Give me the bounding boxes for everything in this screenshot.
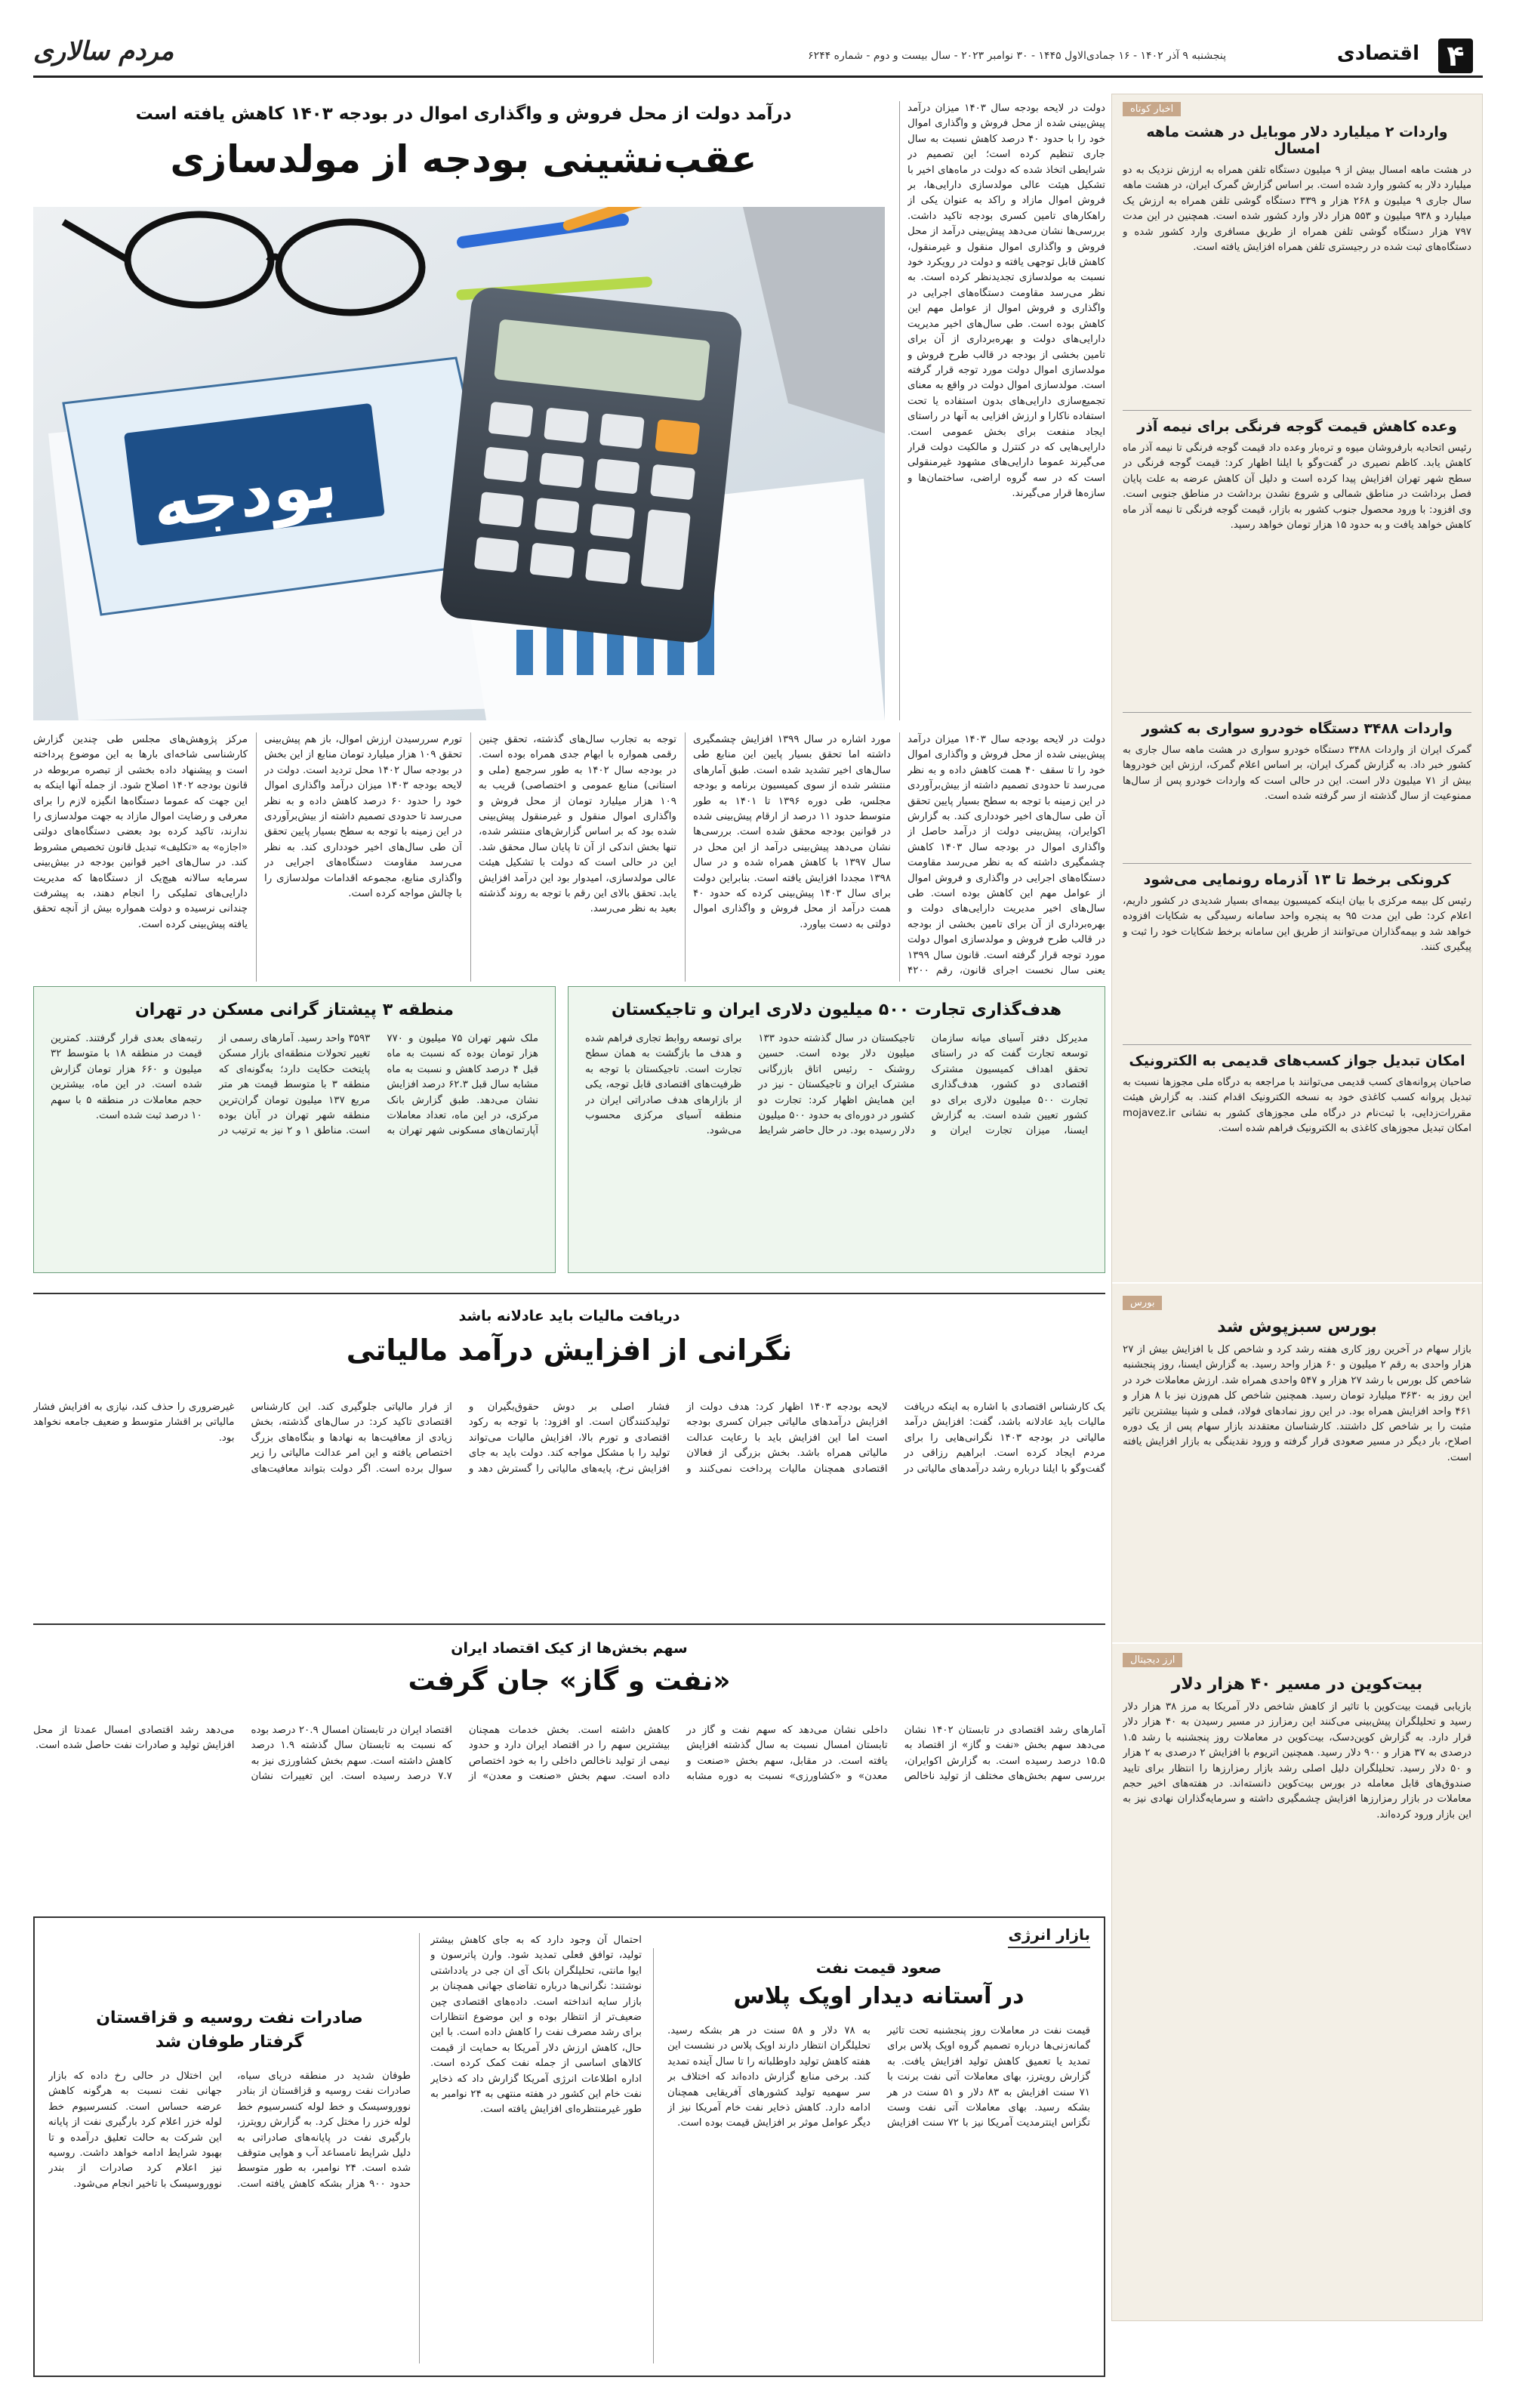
- paper-logo: مردم سالاری: [33, 36, 174, 66]
- news-body: گمرک ایران از واردات ۳۴۸۸ دستگاه خودرو سواری در هشت ماهه سال جاری به کشور خبر داد. به گزارش گمرک ایران، بر اساس اعلام گمرک، ارزش این خودروها بیش از ۷۱ میلیون دلار است. این در حالی است که واردات خودرو پس از سال‌ها ممنوعیت از سال گذشته از سر گرفته شده است.: [1123, 745, 1471, 803]
- news-item: [1123, 713, 1471, 864]
- masthead: [33, 30, 1483, 76]
- main-col-c: توجه به تجارب سال‌های گذشته، تحقق چنین رقمی همواره با ابهام جدی همراه بوده است. در بودجه سال ۱۴۰۲ به طور سرجمع (ملی و استانی) منابع عمومی و اختصاصی) قریب به ۱۰۹ هزار میلیارد تومان از محل فروش و واگذاری اموال منقول و غیرمنقول پیش‌بینی شده بود که بر اساس گزارش‌های منتشر شده، تنها بخش اندکی از آن تا پایان سال محقق شد. این در حالی است که دولت با تشکیل هیئت عالی مولدسازی، امیدوار بود این درآمد افزایش یابد. تحقق بالای این رقم با توجه به روند گذشته بعید به نظر می‌رسد.: [479, 734, 676, 915]
- section-badge: [1428, 36, 1483, 76]
- main-col-b: مورد اشاره در سال ۱۳۹۹ افزایش چشمگیری داشته اما تحقق بسیار پایین این منابع طی سال‌های اخیر تشدید شده است. طبق آمارهای منتشر شده از سوی کمیسیون برنامه و بودجه مجلس، طی دوره ۱۳۹۶ تا ۱۴۰۱ به طور متوسط حدود ۱۱ درصد از ارقام پیش‌بینی شده در قوانین بودجه محقق شده است. بررسی‌ها نشان می‌دهد پیش‌بینی درآمد از این محل در سال ۱۳۹۷ با کاهش همراه شده و در سال ۱۳۹۸ مجددا افزایش یافته است. بنابراین دولت برای سال ۱۴۰۳ پیش‌بینی کرده که حدود ۴۰ همت درآمد از محل فروش و واگذاری اموال دولتی به دست بیاورد.: [693, 734, 891, 930]
- budget-photo: [33, 207, 885, 720]
- news-body: صاحبان پروانه‌های کسب قدیمی می‌توانند با مراجعه به درگاه ملی مجوزها نسبت به تبدیل پروانه کسب کاغذی خود به نسخه الکترونیک اقدام کنند. به گزارش هیئت مقررات‌زدایی، با ثبت‌نام در درگاه ملی مجوزهای کشور به نشانی mojavez.ir امکان تبدیل مجوزهای کاغذی به الکترونیک فراهم شده است.: [1123, 1077, 1471, 1135]
- bourse-item: [1123, 1310, 1471, 1635]
- energy-body-3: طوفان شدید در منطقه دریای سیاه، صادرات نفت روسیه و قزاقستان از بنادر نووروسیسک و خط لوله کنسرسیوم خط لوله خزر را مختل کرد. به گزارش رویترز، بارگیری نفت در پایانه‌های صادراتی به دلیل شرایط نامساعد آب و هوایی متوقف شده است. ۲۴ نوامبر، به طور متوسط حدود ۹۰۰ هزار بشکه کاهش یافته است. این اختلال در حالی رخ داده که بازار جهانی نفت نسبت به هرگونه کاهش عرضه حساس است. کنسرسیوم خط لوله خزر اعلام کرد بارگیری نفت از پایانه این شرکت به حالت تعلیق درآمده و تا بهبود شرایط ادامه خواهد داشت. روسیه نیز اعلام کرد صادرات از بندر نووروسیسک با تاخیر انجام می‌شود.: [48, 2070, 411, 2190]
- image-folder-label: بودجه: [148, 446, 341, 544]
- energy-body-1: قیمت نفت در معاملات روز پنجشنبه تحت تاثیر گمانه‌زنی‌ها درباره تصمیم گروه اوپک پلاس برای تمدید یا تعمیق کاهش تولید افزایش یافت. به گزارش رویترز، بهای معاملات آتی نفت برنت با ۷۱ سنت افزایش به ۸۳ دلار و ۵۱ سنت در هر بشکه رسید. بهای معاملات آتی نفت وست تگزاس اینترمدیت آمریکا نیز با ۷۲ سنت افزایش به ۷۸ دلار و ۵۸ سنت در هر بشکه رسید. تحلیلگران انتظار دارند اوپک پلاس در نشست این هفته کاهش تولید داوطلبانه را تا سال آینده تمدید کند. برخی منابع گزارش داده‌اند که اختلاف بر سر سهمیه تولید کشورهای آفریقایی همچنان ادامه دارد. کاهش ذخایر نفت خام آمریکا نیز از دیگر عوامل موثر بر افزایش قیمت بوده است.: [667, 2025, 1090, 2129]
- energy-h1-kicker: صعود قیمت نفت: [815, 1959, 942, 1977]
- energy-h1: در آستانه دیدار اوپک پلاس: [733, 1983, 1025, 2009]
- energy-h2: صادرات نفت روسیه و قزاقستان: [96, 2009, 363, 2027]
- main-col-e: مرکز پژوهش‌های مجلس طی چندین گزارش کارشناسی شاخه‌ای بارها به این موضوع پرداخته است و پیشنهاد داده بخشی از تبصره مربوطه در قانون بودجه ۱۴۰۲ اصلاح شود. از جمله آنها اینکه به این جهت که عموما دستگاه‌ها انگیزه لازم را برای معرفی و رضایت اموال مازاد به جهت مولدسازی را ندارند، تاکید کرده بود بعضی دستگاه‌های دولتی «اجازه» به «تکلیف» تبدیل قانون تخصیص مشروط کند. در سال‌های اخیر قوانین بودجه در بیش‌بینی سرمایه سالانه هیچ‌یک از دستگاه‌ها که مدیریت دارایی‌های تملیکی را انجام دهند، به پیشرفت چندانی نرسیده و دولت همواره بیش از آنچه تحقق یافته پیش‌بینی کرده است.: [33, 734, 248, 930]
- page-number: ۴: [1438, 39, 1473, 73]
- news-item: [1123, 864, 1471, 1045]
- news-item: [1123, 1045, 1471, 1272]
- oil-body: آمارهای رشد اقتصادی در تابستان ۱۴۰۲ نشان می‌دهد سهم بخش «نفت و گاز» از اقتصاد به ۱۵.۵ درصد رسیده است. به گزارش اکوایران، بررسی سهم بخش‌های مختلف از تولید ناخالص داخلی نشان می‌دهد که سهم نفت و گاز در تابستان امسال نسبت به سال گذشته افزایش یافته است. در مقابل، سهم بخش «صنعت و معدن» و «کشاورزی» نسبت به دوره مشابه کاهش داشته است. بخش خدمات همچنان بیشترین سهم را در اقتصاد ایران دارد و حدود نیمی از تولید ناخالص داخلی را به خود اختصاص داده است. سهم بخش «صنعت و معدن» از اقتصاد ایران در تابستان امسال ۲۰.۹ درصد بوده که نسبت به تابستان سال گذشته ۱.۹ درصد کاهش داشته است. سهم بخش کشاورزی نیز به ۷.۷ درصد رسیده است. این تغییرات نشان می‌دهد رشد اقتصادی امسال عمدتا از محل افزایش تولید و صادرات نفت حاصل شده است.: [33, 1725, 1105, 1783]
- oil-story: [33, 1623, 1105, 1910]
- main-kicker: درآمد دولت از محل فروش و واگذاری اموال در بودجه ۱۴۰۳ کاهش یافته است: [135, 104, 792, 124]
- tax-body: یک کارشناس اقتصادی با اشاره به اینکه دریافت مالیات باید عادلانه باشد، گفت: افزایش درآمد مالیاتی در بودجه ۱۴۰۳ نگرانی‌هایی را برای مردم ایجاد کرده است. ابراهیم رزاقی در گفت‌وگو با ایلنا درباره رشد درآمدهای مالیاتی در لایحه بودجه ۱۴۰۳ اظهار کرد: هدف دولت از افزایش درآمدهای مالیاتی جبران کسری بودجه است اما این افزایش باید با رعایت عدالت مالیاتی همراه باشد. بخش بزرگی از فعالان اقتصادی همچنان مالیات پرداخت نمی‌کنند و فشار اصلی بر دوش حقوق‌بگیران و تولیدکنندگان است. او افزود: با توجه به رکود اقتصادی و تورم بالا، افزایش مالیات می‌تواند تولید را با مشکل مواجه کند. دولت باید به جای افزایش نرخ، پایه‌های مالیاتی را گسترش دهد و از فرار مالیاتی جلوگیری کند. این کارشناس اقتصادی تاکید کرد: در سال‌های گذشته، بخش زیادی از معافیت‌ها به نهادها و بنگاه‌های بزرگ اختصاص یافته و این امر عدالت مالیاتی را زیر سوال برده است. اگر دولت بتواند معافیت‌های غیرضروری را حذف کند، نیازی به افزایش فشار مالیاتی بر اقشار متوسط و ضعیف جامعه نخواهد بود.: [33, 1401, 1105, 1475]
- main-col-right: دولت در لایحه بودجه سال ۱۴۰۳ میزان درآمد پیش‌بینی شده از محل فروش و واگذاری اموال خود را با حدود ۴۰ درصد کاهش نسبت به سال جاری تنظیم کرده است؛ این تصمیم در شرایطی اتخاذ شده که دولت در ماه‌های اخیر با تشکیل هیئت عالی مولدسازی دارایی‌ها، بر فروش اموال مازاد و راکد به عنوان یکی از راهکارهای تامین کسری بودجه تاکید داشت. بررسی‌ها نشان می‌دهد پیش‌بینی درآمد از محل فروش و واگذاری اموال منقول و غیرمنقول، کاهش قابل توجهی یافته و دولت در رویکرد خود نسبت به مولدسازی تجدیدنظر کرده است. به نظر می‌رسد مقاومت دستگاه‌های اجرایی در واگذاری و فروش اموال از عوامل مهم این کاهش بوده است. طی سال‌های اخیر مدیریت دارایی‌های دولت و بهره‌برداری از آن برای تامین بخشی از بودجه در قالب طرح فروش و مولدسازی اموال دولت مورد توجه قرار گرفته است. مولدسازی اموال دولت در واقع به معنای تجمیع‌سازی دارایی‌های بدون استفاده یا تحت استفاده ناکارا و ارزش افزایی به آنها در راستای ایجاد منفعت برای بخش عمومی است. دارایی‌هایی که در کنترل و مالکیت دولت قرار می‌گیرند عموما دارایی‌های مشهود غیرمنقولی است که در سه گروه اراضی، ساختمان‌ها و سازه‌ها قرار می‌گیرند.: [907, 103, 1105, 500]
- news-body: رئیس کل بیمه مرکزی با بیان اینکه کمیسیون بیمه‌ای بسیار شدیدی در کشور داریم، اعلام کرد: طی این مدت ۹۵ به پنجره واحد سامانه رسیدگی به شکایات افزوده خواهد شد و بیمه‌گذاران می‌توانند از طریق این سامانه برخط شکایات خود را ثبت و پیگیری کنند.: [1123, 896, 1471, 954]
- masthead-rule: [33, 76, 1483, 78]
- oil-headline: «نفت و گاز» جان گرفت: [408, 1666, 731, 1697]
- bourse-title: بورس سبزپوش شد: [1217, 1318, 1377, 1337]
- crypto-item: [1123, 1667, 1471, 2045]
- bourse-body: بازار سهام در آخرین روز کاری هفته رشد کرد و شاخص کل با افزایش بیش از ۲۷ هزار واحدی به رقم ۲ میلیون و ۶۰ هزار واحد رسید. به گزارش ایسنا، روز پنجشنبه شاخص کل بورس با رشد ۲۷ هزار و ۵۴۷ واحدی همراه شد. ارزش معاملات خرد در این روز به ۳۶۳۰ میلیارد تومان رسید. همچنین شاخص کل هم‌وزن نیز با ۸ هزار و ۴۶۱ واحد افزایش همراه بود. در این روز نمادهای فولاد، فملی و شپنا بیشترین تاثیر مثبت را بر شاخص کل داشتند. کارشناسان معتقدند بازار سهام پس از یک دوره اصلاح، بار دیگر در مسیر صعودی قرار گرفته و ورود نقدینگی به بازار افزایش یافته است.: [1123, 1344, 1471, 1463]
- tag-crypto: ارز دیجیتال: [1123, 1653, 1182, 1667]
- date-line: پنجشنبه ۹ آذر ۱۴۰۲ - ۱۶ جمادی‌الاول ۱۴۴۵ - ۳۰ نوامبر ۲۰۲۳ - سال بیست و دوم - شماره ۶۲۴۴: [808, 50, 1226, 62]
- tax-kicker: دریافت مالیات باید عادلانه باشد: [458, 1308, 680, 1324]
- oil-kicker: سهم بخش‌ها از کیک اقتصاد ایران: [451, 1640, 688, 1657]
- energy-box: [33, 1916, 1105, 2377]
- energy-body-2: احتمال آن وجود دارد که به جای کاهش بیشتر تولید، توافق فعلی تمدید شود. وارن پاترسون و ایوا مانتی، تحلیلگران بانک آی ان جی در یادداشتی نوشتند: نگرانی‌ها درباره تقاضای جهانی همچنان بر بازار سایه انداخته است. داده‌های اقتصادی چین ضعیف‌تر از انتظار بوده و این موضوع انتظارات برای رشد مصرف نفت را کاهش داده است. با این حال، کاهش ارزش دلار آمریکا به حمایت از قیمت کالاهای اساسی از جمله نفت کمک کرده است. اداره اطلاعات انرژی آمریکا گزارش داد که ذخایر نفت خام این کشور در هفته منتهی به ۲۴ نوامبر به طور غیرمنتظره‌ای افزایش یافته است.: [430, 1935, 642, 2116]
- box-body: مدیرکل دفتر آسیای میانه سازمان توسعه تجارت گفت که در راستای تحقق اهداف کمیسیون مشترک اقتصادی دو کشور، هدف‌گذاری تجارت ۵۰۰ میلیون دلاری برای دو کشور تعیین شده است. به گزارش ایسنا، میزان تجارت ایران و تاجیکستان در سال گذشته حدود ۱۳۳ میلیون دلار بوده است. حسین روشنک - رئیس اتاق بازرگانی مشترک ایران و تاجیکستان - نیز در این همایش اظهار کرد: تجارت دو کشور در دوره‌ای به حدود ۵۰۰ میلیون دلار رسیده بود. در حال حاضر شرایط برای توسعه روابط تجاری فراهم شده و هدف ما بازگشت به همان سطح تجارت است. تاجیکستان با توجه به ظرفیت‌های اقتصادی قابل توجه، یکی از بازارهای هدف صادراتی ایران در منطقه آسیای مرکزی محسوب می‌شود.: [585, 1033, 1088, 1137]
- main-headline: عقب‌نشینی بودجه از مولدسازی: [170, 137, 757, 181]
- energy-section-label: بازار انرژی: [1008, 1925, 1090, 1948]
- box-iran-tajikistan: [568, 986, 1105, 1273]
- section-name: اقتصادی: [1336, 42, 1419, 65]
- tax-headline: نگرانی از افزایش درآمد مالیاتی: [346, 1333, 793, 1367]
- tag-bourse: بورس: [1123, 1296, 1162, 1310]
- crypto-body: بازیابی قیمت بیت‌کوین با تاثیر از کاهش شاخص دلار آمریکا به مرز ۳۸ هزار دلار رسید و تحلیلگران پیش‌بینی می‌کنند این رمزارز در مسیر رسیدن به ۴۰ هزار دلار قرار دارد. به گزارش کوین‌دسک، بیت‌کوین در معاملات روز پنجشنبه با رشد ۱.۵ درصدی به ۳۷ هزار و ۹۰۰ دلار رسید. همچنین اتریوم با افزایش ۲ درصدی به ۲ هزار و ۵۰ دلار رسید. تحلیلگران دلیل اصلی رشد بازار رمزارزها را انتظار برای تایید صندوق‌های قابل معامله در بورس بیت‌کوین دانسته‌اند. در هفته‌های اخیر حجم معاملات در بازار رمزارزها افزایش چشمگیری داشته و سرمایه‌گذاران نهادی نیز به این بازار ورود کرده‌اند.: [1123, 1701, 1471, 1821]
- energy-h2b: گرفتار طوفان شد: [155, 2033, 304, 2052]
- news-body: رئیس اتحادیه بارفروشان میوه و تره‌بار وعده داد قیمت گوجه فرنگی تا نیمه آذر ماه کاهش یابد. کاظم نصیری در گفت‌وگو با ایلنا اظهار کرد: قیمت گوجه فرنگی در سطح شهر تهران افزایش پیدا کرده است و دلیل آن کاهش عرضه به علت پایان فصل برداشت در مناطق شمالی و شروع نشدن برداشت در مناطق جنوبی است. وی افزود: با ورود محصول جنوب کشور به بازار، قیمت گوجه فرنگی تا نیمه آذر ماه کاهش خواهد یافت و به حدود ۱۵ هزار تومان خواهد رسید.: [1123, 442, 1471, 532]
- news-title: وعده کاهش قیمت گوجه فرنگی برای نیمه آذر: [1137, 418, 1457, 435]
- crypto-title: بیت‌کوین در مسیر ۴۰ هزار دلار: [1171, 1675, 1423, 1694]
- box-title: هدف‌گذاری تجارت ۵۰۰ میلیون دلاری ایران و تاجیکستان: [611, 1001, 1062, 1019]
- news-item: [1123, 411, 1471, 713]
- sidebar: [1111, 94, 1483, 2321]
- tax-story: [33, 1293, 1105, 1610]
- box-title: منطقه ۳ پیشتاز گرانی مسکن در تهران: [134, 1001, 454, 1019]
- news-title: واردات ۲ میلیارد دلار موبایل در هشت ماهه امسال: [1146, 124, 1448, 157]
- news-title: کرونکی برخط تا ۱۳ آذرماه رونمایی می‌شود: [1143, 871, 1451, 888]
- news-title: امکان تبدیل جواز کسب‌های قدیمی به الکترونیک: [1129, 1053, 1465, 1069]
- box-body: ملک شهر تهران ۷۵ میلیون و ۷۷۰ هزار تومان بوده که نسبت به ماه قبل ۴ درصد کاهش و نسبت به ماه مشابه سال قبل ۶۲.۳ درصد افزایش نشان می‌دهد. طبق گزارش بانک مرکزی، در این ماه، تعداد معاملات آپارتمان‌های مسکونی شهر تهران به ۳۵۹۳ واحد رسید. آمارهای رسمی از تغییر تحولات منطقه‌ای بازار مسکن پایتخت حکایت دارد؛ به‌گونه‌ای که منطقه ۳ با متوسط قیمت هر متر مربع ۱۳۷ میلیون تومان گران‌ترین منطقه شهر تهران در آبان بوده است. مناطق ۱ و ۲ نیز به ترتیب در رتبه‌های بعدی قرار گرفتند. کمترین قیمت در منطقه ۱۸ با متوسط ۳۲ میلیون و ۶۶۰ هزار تومان گزارش شده است. در این ماه، بیشترین حجم معاملات در منطقه ۵ با سهم ۱۰ درصد ثبت شده است.: [51, 1033, 538, 1137]
- main-col-a: دولت در لایحه بودجه سال ۱۴۰۳ میزان درآمد پیش‌بینی شده از محل فروش و واگذاری اموال خود را تا سقف ۴۰ همت کاهش داده و به نظر می‌رسد تا حدودی تصمیم داشته از بیش‌برآوردی در این زمینه با توجه به سطح بسیار پایین تحقق آن طی سال‌های اخیر خودداری کند. به گزارش اکوایران، پیش‌بینی دولت از درآمد حاصل از واگذاری اموال در بودجه سال ۱۴۰۳ کاهش چشمگیری داشته که به نظر می‌رسد مقاومت دستگاه‌های اجرایی در واگذاری و فروش اموال از عوامل مهم این کاهش بوده است. طی سال‌های اخیر مدیریت دارایی‌های دولت و بهره‌برداری از آن برای تامین بخشی از بودجه در قالب طرح فروش و مولدسازی اموال دولت مورد توجه قرار گرفته است. قانون سال ۱۳۹۹ یعنی سال نخست اجرای قانون، رقم ۴۲۰۰: [907, 734, 1105, 977]
- news-item: [1123, 116, 1471, 411]
- news-title: واردات ۳۴۸۸ دستگاه خودرو سواری به کشور: [1142, 720, 1453, 737]
- news-body: در هشت ماهه امسال بیش از ۹ میلیون دستگاه تلفن همراه به ارزش نزدیک به دو میلیارد دلار به کشور وارد شده است. بر اساس گزارش گمرک ایران، در هشت ماهه سال جاری ۹ میلیون و ۲۶۸ هزار و ۳۳۹ دستگاه گوشی تلفن همراه به ارزش یک میلیارد و ۹۳۸ میلیون و ۵۵۳ هزار دلار وارد کشور شده است. همچنین در این مدت ۷۹۷ هزار دستگاه گوشی تلفن همراه از طریق مسافری وارد کشور شده و دستگاه‌های ثبت شده در رجیستری تلفن همراه افزایش یافته است.: [1123, 165, 1471, 254]
- box-tehran-housing: [33, 986, 556, 1273]
- calculator-illustration: [33, 207, 885, 720]
- main-story: [33, 94, 1105, 985]
- tag-short-news: اخبار کوتاه: [1123, 102, 1181, 116]
- main-col-d: تورم سررسیدن ارزش اموال، باز هم پیش‌بینی تحقق ۱۰۹ هزار میلیارد تومان منابع از این بخش در بودجه سال ۱۴۰۲ محل تردید است. دولت در لایحه بودجه ۱۴۰۳ میزان درآمد واگذاری اموال خود را حدود ۶۰ درصد کاهش داده و به نظر می‌رسد تا حدودی تصمیم داشته از بیش‌برآوردی در این زمینه با توجه به سطح بسیار پایین تحقق آن طی سال‌های اخیر خودداری کند. به نظر می‌رسد مقاومت دستگاه‌های اجرایی در واگذاری منابع، مجموعه اقدامات مولدسازی را با چالش مواجه کرده است.: [264, 734, 462, 900]
